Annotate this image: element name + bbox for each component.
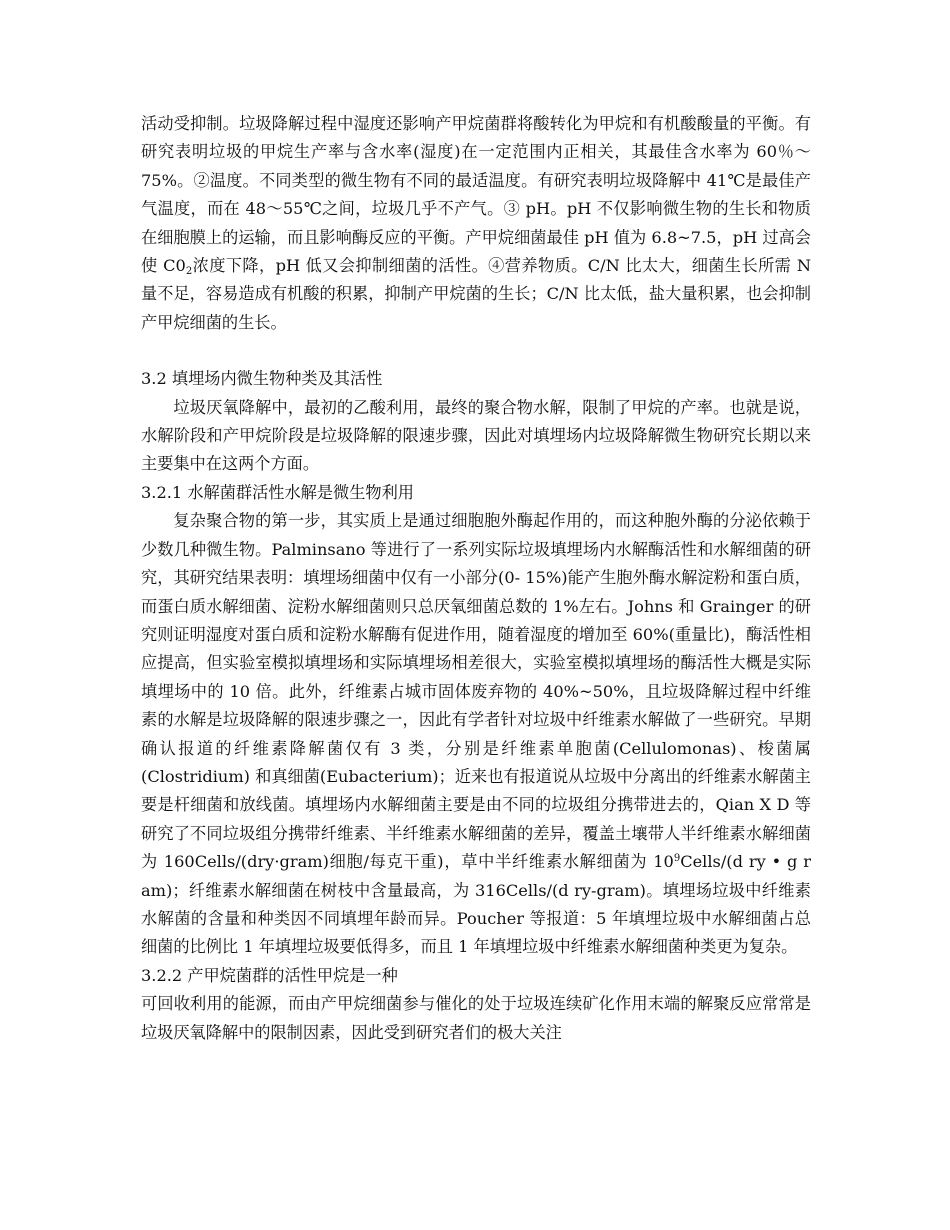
paragraph-rate-limiting: 垃圾厌氧降解中，最初的乙酸利用，最终的聚合物水解，限制了甲烷的产率。也就是说，水解阶段和产甲烷阶段是垃圾降解的限速步骤，因此对填埋场内垃圾降解微生物研究长期以来主要集中在这两个方面。: [141, 397, 811, 474]
paragraph-hydrolysis-bacteria: [141, 507, 811, 962]
document-page: [141, 110, 811, 1047]
section-heading-3-2-1: 3.2.1 水解菌群活性水解是微生物利用: [141, 482, 414, 502]
paragraph-text-tail: 浓度下降，pH 低又会抑制细菌的活性。④营养物质。C/N 比太大，细菌生长所需 N 量不足，容易造成有机酸的积累，抑制产甲烷菌的生长；C/N 比太低，盐大量积累，也会抑制产甲烷细菌的生长。: [141, 256, 811, 332]
paragraph-text: 复杂聚合物的第一步，其实质上是通过细胞胞外酶起作用的，而这种胞外酶的分泌依赖于少数几种微生物。Palminsano 等进行了一系列实际垃圾填埋场内水解酶活性和水解细菌的研究，其研究结果表明：填埋场细菌中仅有一小部分(0- 15%)能产生胞外酶水解淀粉和蛋白质，而蛋白质水解细菌、淀粉水解细菌则只总厌氧细菌总数的 1%左右。Johns 和 Grainger 的研究则证明湿度对蛋白质和淀粉水解酶有促进作用，随着湿度的增加至 60%(重量比)，酶活性相应提高，但实验室模拟填埋场和实际填埋场相差很大，实验室模拟填埋场的酶活性大概是实际填埋场中的 10 倍。此外，纤维素占城市固体废弃物的 40%~50%，且垃圾降解过程中纤维素的水解是垃圾降解的限速步骤之一，因此有学者针对垃圾中纤维素水解做了一些研究。早期确认报道的纤维素降解菌仅有 3 类，分别是纤维素单胞菌(Cellulomonas)、梭菌属(Clostridium) 和真细菌(Eubacterium)；近来也有报道说从垃圾中分离出的纤维素水解菌主要是杆细菌和放线菌。填埋场内水解细菌主要是由不同的垃圾组分携带进去的，Qian X D 等研究了不同垃圾组分携带纤维素、半纤维素水解细菌的差异，覆盖土壤带人半纤维素水解细菌为 160Cells/(dry·gram)细胞/每克干重)，草中半纤维素水解细菌为 10: [141, 511, 811, 872]
paragraph-moisture-temperature-ph: [141, 110, 811, 337]
subscript-2: 2: [185, 266, 193, 278]
section-heading-3-2: 3.2 填埋场内微生物种类及其活性: [141, 369, 383, 389]
superscript-9: 9: [673, 853, 681, 865]
blank-line: [141, 337, 811, 365]
paragraph-methanogens: 可回收利用的能源，而由产甲烷细菌参与催化的处于垃圾连续矿化作用末端的解聚反应常常是垃圾厌氧降解中的限制因素，因此受到研究者们的极大关注: [141, 994, 811, 1042]
section-heading-3-2-2: 3.2.2 产甲烷菌群的活性甲烷是一种: [141, 965, 398, 985]
paragraph-text-tail: Cells/(d ry • g r am)；纤维素水解细菌在树枝中含量最高，为 316Cells/(d ry-gram)。填埋场垃圾中纤维素水解菌的含量和种类因不同填埋年龄而异。Poucher 等报道：5 年填埋垃圾中水解细菌占总细菌的比例比 1 年填埋垃圾要低得多，而且 1 年填埋垃圾中纤维素水解细菌种类更为复杂。: [141, 852, 811, 957]
paragraph-text: 活动受抑制。垃圾降解过程中湿度还影响产甲烷菌群将酸转化为甲烷和有机酸酸量的平衡。有研究表明垃圾的甲烷生产率与含水率(湿度)在一定范围内正相关，其最佳含水率为 60％～75%。②温度。不同类型的微生物有不同的最适温度。有研究表明垃圾降解中 41℃是最佳产气温度，而在 48～55℃之间，垃圾几乎不产气。③ pH。pH 不仅影响微生物的生长和物质在细胞膜上的运输，而且影响酶反应的平衡。产甲烷细菌最佳 pH 值为 6.8~7.5，pH 过高会使 C0: [141, 114, 811, 276]
